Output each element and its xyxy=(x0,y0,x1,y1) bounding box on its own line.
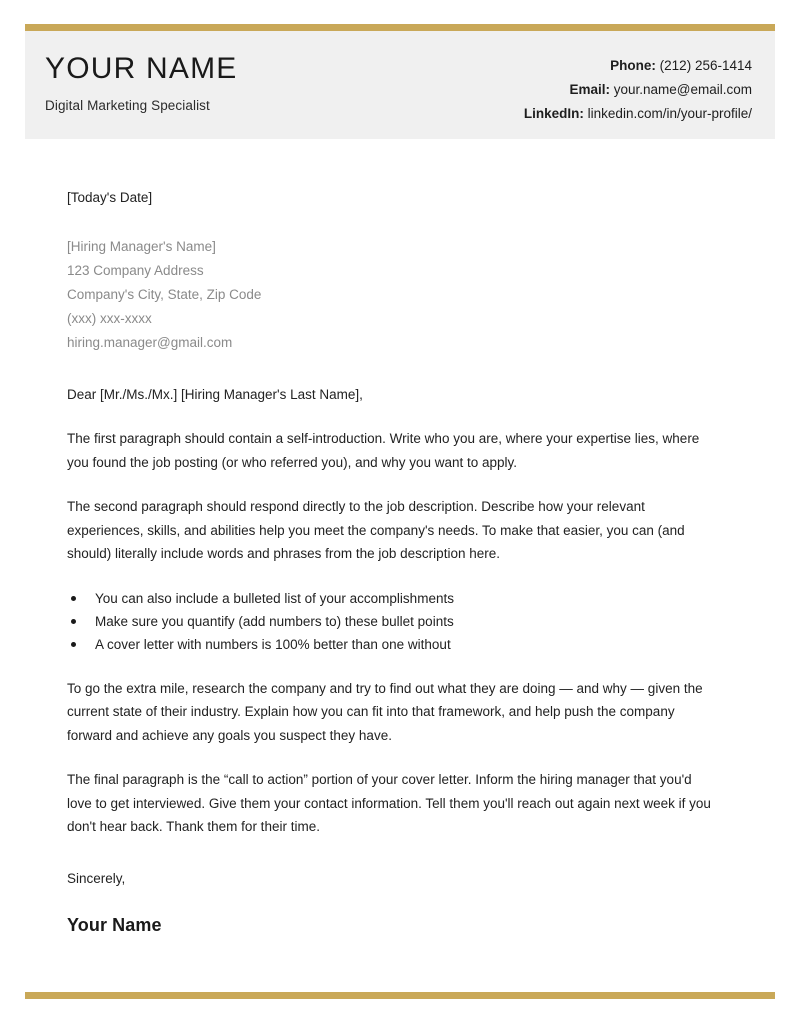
list-item-label: A cover letter with numbers is 100% better than one without xyxy=(95,636,451,652)
closing-salutation: Sincerely, xyxy=(67,870,126,886)
page-title: YOUR NAME xyxy=(45,52,238,85)
recipient-line-email: hiring.manager@gmail.com xyxy=(67,335,233,350)
letter-body xyxy=(67,186,712,936)
contact-item-phone xyxy=(524,54,752,78)
paragraph-call-to-action: The final paragraph is the “call to action” portion of your cover letter. Inform the hiring manager that you'd love to get interviewed. Give them your contact information. Tell them you'll reach out again next week if you don't hear back. Thank them for their time. xyxy=(67,772,711,834)
recipient-line-phone: (xxx) xxx-xxxx xyxy=(67,311,152,326)
signature-name: Your Name xyxy=(67,914,162,935)
paragraph-intro: The first paragraph should contain a self-introduction. Write who you are, where your expertise lies, where you found the job posting (or who referred you), and why you want to apply. xyxy=(67,431,700,470)
recipient-address-block xyxy=(67,235,712,355)
contact-item-linkedin xyxy=(524,102,752,126)
bullet-point-icon xyxy=(71,642,76,647)
identity-block xyxy=(45,51,238,113)
salutation: Dear [Mr./Ms./Mx.] [Hiring Manager's Last Name], xyxy=(67,387,363,402)
bottom-accent-bar xyxy=(25,992,775,999)
list-item xyxy=(67,587,712,610)
contact-value-phone: (212) 256-1414 xyxy=(659,58,752,73)
paragraph-research: To go the extra mile, research the company and try to find out what they are doing — and why — given the current state of their industry. Explain how you can fit into that framework, and help push the company forward and achieve any goals you suspect they have. xyxy=(67,680,703,743)
list-item-label: You can also include a bulleted list of your accomplishments xyxy=(95,590,454,606)
list-item xyxy=(67,610,712,633)
bullet-point-icon xyxy=(71,619,76,624)
contact-label-linkedin: LinkedIn: xyxy=(523,106,584,121)
contact-value-email[interactable]: your.name@email.com xyxy=(613,82,752,97)
contact-label-phone: Phone: xyxy=(610,58,656,73)
list-item-label: Make sure you quantify (add numbers to) these bullet points xyxy=(95,613,454,629)
top-accent-bar xyxy=(25,24,775,31)
job-title: Digital Marketing Specialist xyxy=(45,97,210,113)
date-line: [Today's Date] xyxy=(67,190,153,205)
letterhead-header xyxy=(25,31,775,139)
contact-label-email: Email: xyxy=(569,82,610,97)
accomplishments-list xyxy=(67,587,712,656)
paragraph-job-description: The second paragraph should respond directly to the job description. Describe how your relevant experiences, skills, and abilities help you meet the company's needs. To make that easier, you can (and should) literally include words and phrases from the job description here. xyxy=(67,499,685,561)
contact-list xyxy=(524,51,752,126)
bullet-point-icon xyxy=(71,596,76,601)
list-item xyxy=(67,633,712,656)
recipient-line-name: [Hiring Manager's Name] xyxy=(67,239,216,254)
contact-value-linkedin[interactable]: linkedin.com/in/your-profile/ xyxy=(587,106,752,121)
recipient-line-street: 123 Company Address xyxy=(67,263,204,278)
recipient-line-city: Company's City, State, Zip Code xyxy=(67,287,262,302)
contact-item-email xyxy=(524,78,752,102)
